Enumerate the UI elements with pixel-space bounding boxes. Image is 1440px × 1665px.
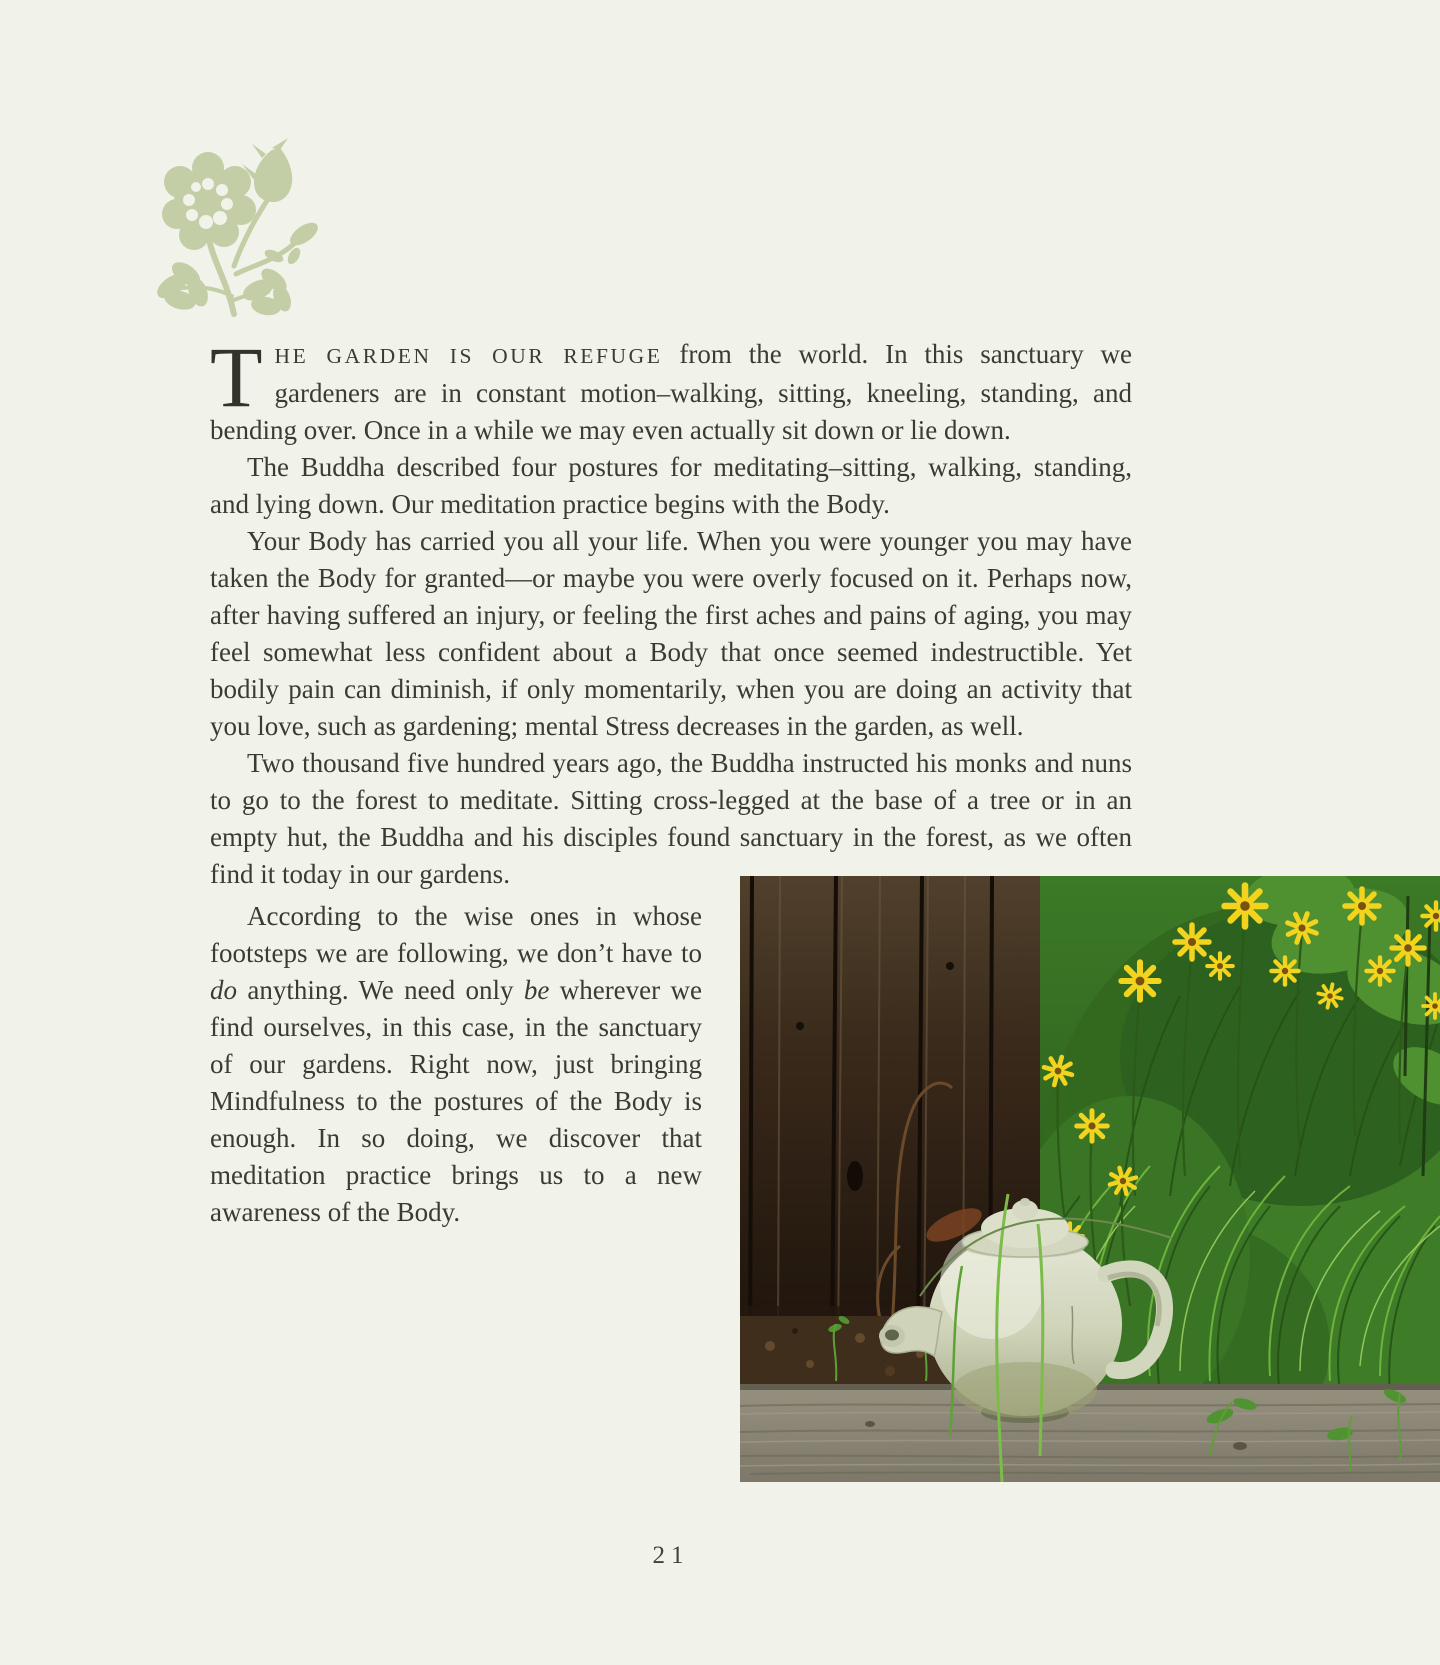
paragraph-4: Two thousand five hundred years ago, the Buddha instructed his monks and nuns to go to the forest to meditate. Sitting cross-legged at the base of a tree or in an empty hut, the Buddha and his disciples found sanctuary in the forest, as we often find it today in our gardens.: [210, 748, 1132, 889]
page-number: 21: [652, 1542, 690, 1569]
teapot-garden-photo: [740, 876, 1440, 1482]
italic-word: do: [210, 975, 237, 1005]
paragraph-5-text: wherever we find ourselves, in this case, in the sanctuary of our gardens. Right now, just bringing Mindfulness to the postures of the Body is enough. In so doing, we discover that meditation practice brings us to a new awareness of the Body.: [210, 975, 702, 1227]
floral-ornament: [146, 138, 330, 328]
paragraph-2: The Buddha described four postures for meditating–sitting, walking, standing, and lying down. Our meditation practice begins with the Body.: [210, 452, 1132, 519]
body-text: [210, 329, 1132, 893]
flower-bouquet-icon: [146, 138, 330, 328]
body-text-wrapped: [210, 898, 702, 1231]
small-caps-lead: HE GARDEN IS OUR REFUGE: [274, 344, 663, 368]
paragraph-5-text: According to the wise ones in whose footsteps we are following, we don’t have to: [210, 901, 702, 968]
paragraph-5: [210, 898, 702, 1231]
italic-word: be: [523, 975, 550, 1005]
drop-cap: T: [210, 329, 263, 425]
paragraph-1: [210, 329, 1132, 449]
paragraph-5-text: anything. We need only: [237, 975, 524, 1005]
paragraph-1-text: from the world. In this sanctuary we gardeners are in constant motion–walking, sitting, kneeling, standing, and bending over. Once in a while we may even actually sit down or lie down.: [210, 339, 1132, 445]
garden-photo: [740, 876, 1440, 1482]
paragraph-3: Your Body has carried you all your life. When you were younger you may have taken the Body for granted—or maybe you were overly focused on it. Perhaps now, after having suffered an injury, or feeling the first aches and pains of aging, you may feel somewhat less confident about a Body that once seemed indestructible. Yet bodily pain can diminish, if only momentarily, when you are doing an activity that you love, such as gardening; mental Stress decreases in the garden, as well.: [210, 526, 1132, 741]
